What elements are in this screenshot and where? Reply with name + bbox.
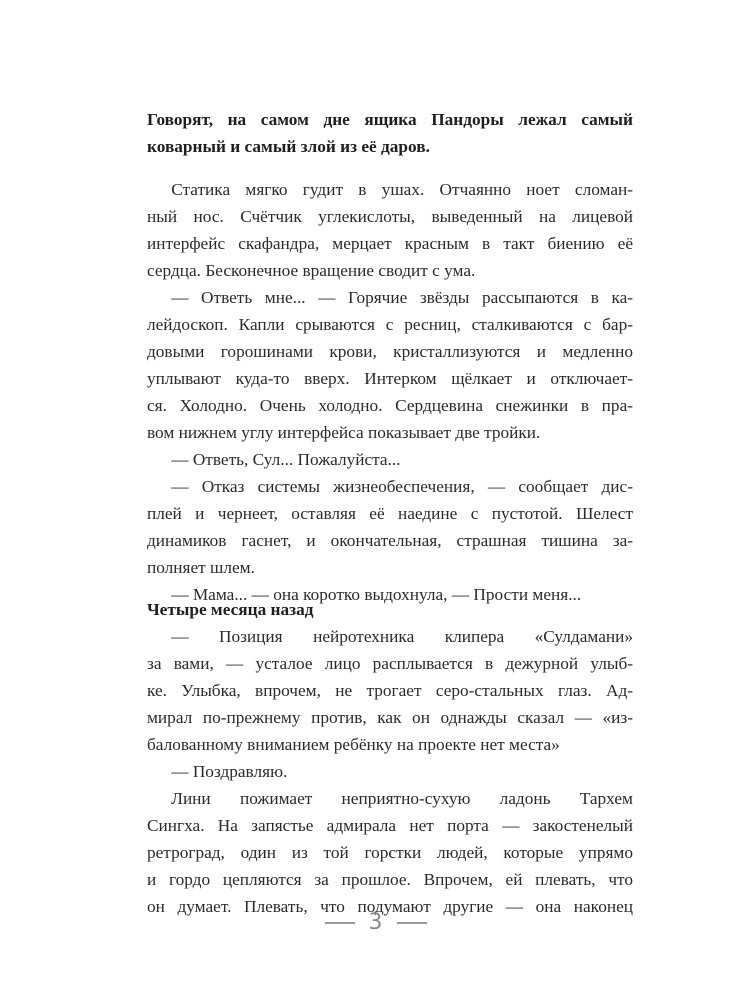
text-line: — Ответь, Сул... Пожалуйста...: [171, 450, 401, 469]
text-line: — Мама... — она коротко выдохнула, — Прости меня...: [171, 585, 582, 604]
text-line: — Поздравляю.: [171, 762, 288, 781]
section-heading: Четыре месяца назад: [147, 600, 314, 619]
text-line: динамиков гаснет, и окончательная, страшная тишина за-: [147, 531, 633, 550]
epigraph-line: Говорят, на самом дне ящика Пандоры лежал самый: [147, 110, 633, 129]
text-section-present: [147, 176, 633, 608]
text-line: за вами, — усталое лицо расплывается в дежурной улыб-: [147, 654, 633, 673]
text-line: интерфейс скафандра, мерцает красным в такт биению её: [147, 234, 633, 253]
folio-dash-right: [397, 922, 427, 924]
text-line: балованному вниманием ребёнку на проекте нет места»: [147, 735, 560, 754]
epigraph-line: коварный и самый злой из её даров.: [147, 137, 430, 156]
text-line: Лини пожимает неприятно-сухую ладонь Тархем: [171, 789, 633, 808]
epigraph: [147, 106, 633, 160]
text-line: Сингха. На запястье адмирала нет порта — закостенелый: [147, 816, 633, 835]
page-number-footer: [0, 910, 751, 935]
text-line: он думает. Плевать, что подумают другие — она наконец: [147, 897, 633, 916]
text-line: ретроград, один из той горстки людей, которые упрямо: [147, 843, 633, 862]
text-line: сердца. Бесконечное вращение сводит с ума.: [147, 261, 476, 280]
text-line: мирал по-прежнему против, как он однажды сказал — «из-: [147, 708, 633, 727]
text-line: лейдоскоп. Капли срываются с ресниц, сталкиваются с бар-: [147, 315, 633, 334]
text-line: уплывают куда-то вверх. Интерком щёлкает и отключает-: [147, 369, 633, 388]
text-line: Статика мягко гудит в ушах. Отчаянно ноет сломан-: [171, 180, 633, 199]
folio-dash-left: [325, 922, 355, 924]
text-line: ке. Улыбка, впрочем, не трогает серо-стальных глаз. Ад-: [147, 681, 633, 700]
text-line: и гордо цепляются за прошлое. Впрочем, ей плевать, что: [147, 870, 633, 889]
text-line: вом нижнем углу интерфейса показывает две тройки.: [147, 423, 541, 442]
text-line: ся. Холодно. Очень холодно. Сердцевина снежинки в пра-: [147, 396, 633, 415]
text-line: — Ответь мне... — Горячие звёзды рассыпаются в ка-: [171, 288, 633, 307]
text-line: — Позиция нейротехника клипера «Сулдамани»: [171, 627, 633, 646]
text-section-flashback: [147, 596, 633, 920]
page-number: 3: [368, 910, 383, 935]
text-line: полняет шлем.: [147, 558, 255, 577]
text-line: — Отказ системы жизнеобеспечения, — сообщает дис-: [171, 477, 633, 496]
text-line: плей и чернеет, оставляя её наедине с пустотой. Шелест: [147, 504, 633, 523]
text-line: ный нос. Счётчик углекислоты, выведенный на лицевой: [147, 207, 633, 226]
text-line: довыми горошинами крови, кристаллизуются и медленно: [147, 342, 633, 361]
